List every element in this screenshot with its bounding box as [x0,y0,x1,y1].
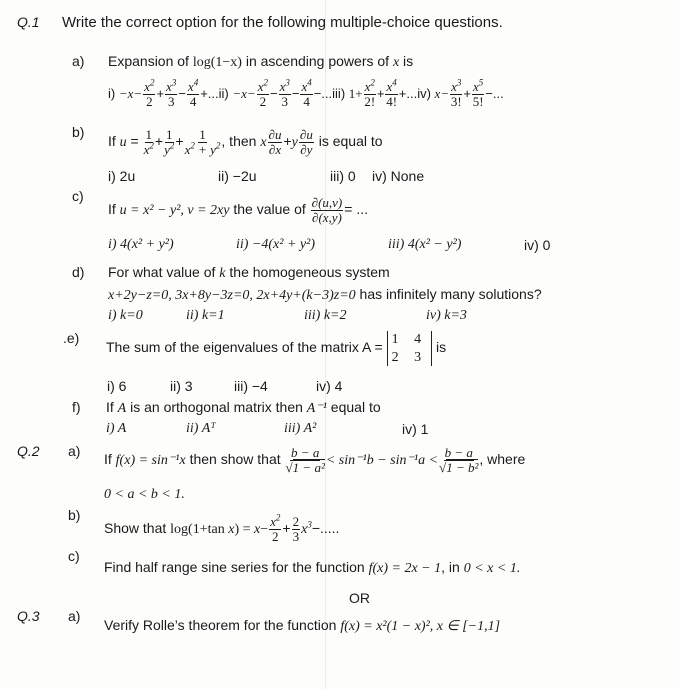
q1d-label: d) [72,264,85,280]
q1d-option-iii: iii) k=2 [304,308,347,323]
q2c-label: c) [68,548,80,564]
q1c-option-iv: iv) 0 [524,237,551,253]
q1b-option-iv: iv) None [372,168,425,184]
q1c-option-ii: ii) −4(x² + y²) [236,237,315,252]
question-number-q1: Q.1 [17,14,40,30]
q1e-label: .e) [63,330,80,346]
q2a-stem: If f(x) = sin⁻¹x then show that $\frac{b - a}{\text{√1 − a²}}$ < sin⁻¹b − sin⁻¹a < $\frac{b - a}{\text{√1 − b²}}$ , where [104,445,526,475]
q2b-label: b) [68,507,81,523]
q1b-option-i: i) 2u [108,168,136,184]
question-number-q2: Q.2 [17,443,40,459]
q2a-label: a) [68,443,81,459]
q3a-stem: Verify Rolle’s theorem for the function f(x) = x²(1 − x)², x ∈ [−1,1] [104,617,501,634]
q2c-stem: Find half range sine series for the function f(x) = 2x − 1, in 0 < x < 1. [104,559,521,576]
q1b-label: b) [72,124,85,140]
q1b-option-ii: ii) −2u [218,168,257,184]
q1e-option-iii: iii) −4 [234,378,268,394]
q2a-condition: 0 < a < b < 1. [104,487,185,502]
q1c-stem: If u = x² − y², v = 2xy the value of $\frac{\partial(u,v)}{\partial(x,y)}$ = ... [108,195,368,225]
q1f-option-iii: iii) A² [284,421,317,436]
q1a-stem: Expansion of log(1−x) in ascending powers of x is [108,53,414,70]
q1a-option-ii: ii) −x− $\frac{x^2}{2}$ − $\frac{x^3}{3}$ − $\frac{x^4}{4}$ −... [218,77,333,109]
q1d-option-i: i) k=0 [108,308,143,323]
q1e-option-ii: ii) 3 [170,378,193,394]
q1a-label: a) [72,53,85,69]
q1f-stem: If A is an orthogonal matrix then A⁻¹ equal to [106,399,381,416]
or-separator: OR [349,590,370,606]
q1d-system: x+2y−z=0, 3x+8y−3z=0, 2x+4y+(k−3)z=0 has infinitely many solutions? [108,286,542,303]
q1d-option-iv: iv) k=3 [426,308,467,323]
q1b-stem: If u = $\frac{1}{x^2}$ + $\frac{1}{y^2}$ + $\frac{1}{x^2 + y^2}$ , then x $\frac{\partial u}{\partial x}$ +y $\frac{\partial u}{\partial y}$ is equal to [108,127,383,157]
q1c-label: c) [72,188,84,204]
q1e-option-iv: iv) 4 [316,378,343,394]
q1d-stem: For what value of k the homogeneous system [108,264,390,281]
question-number-q3: Q.3 [17,608,40,624]
q1a-option-i: i) −x− $\frac{x^2}{2}$ + $\frac{x^3}{3}$ − $\frac{x^4}{4}$ +... [108,77,219,109]
q1c-option-i: i) 4(x² + y²) [108,237,174,252]
q1f-option-ii: ii) Aᵀ [186,421,216,436]
q1a-log-expr: log(1−x) [192,55,242,70]
q1e-stem: The sum of the eigenvalues of the matrix A = 1 4 2 3 is [106,332,447,365]
q1b-option-iii: iii) 0 [330,168,356,184]
q1-instruction: Write the correct option for the following multiple-choice questions. [62,14,503,31]
q1d-option-ii: ii) k=1 [186,308,225,323]
q2b-stem: Show that log(1+tan x) = x− $\frac{x^2}{2}$ + $\frac{2}{3}$ $x^3-$..... [104,512,340,544]
q3a-label: a) [68,608,81,624]
q1f-option-i: i) A [106,421,127,436]
q1c-option-iii: iii) 4(x² − y²) [388,237,462,252]
q1a-options [108,77,504,109]
q1e-option-i: i) 6 [107,378,127,394]
matrix-A: 1 4 2 3 [387,331,433,366]
q1a-option-iv: iv) x− $\frac{x^3}{3!}$ + $\frac{x^5}{5!}$ −... [417,77,504,109]
q1f-label: f) [72,399,81,415]
q1a-option-iii: iii) 1+ $\frac{x^2}{2!}$ + $\frac{x^4}{4!}$ +... [332,77,418,109]
q1f-option-iv: iv) 1 [402,421,429,437]
